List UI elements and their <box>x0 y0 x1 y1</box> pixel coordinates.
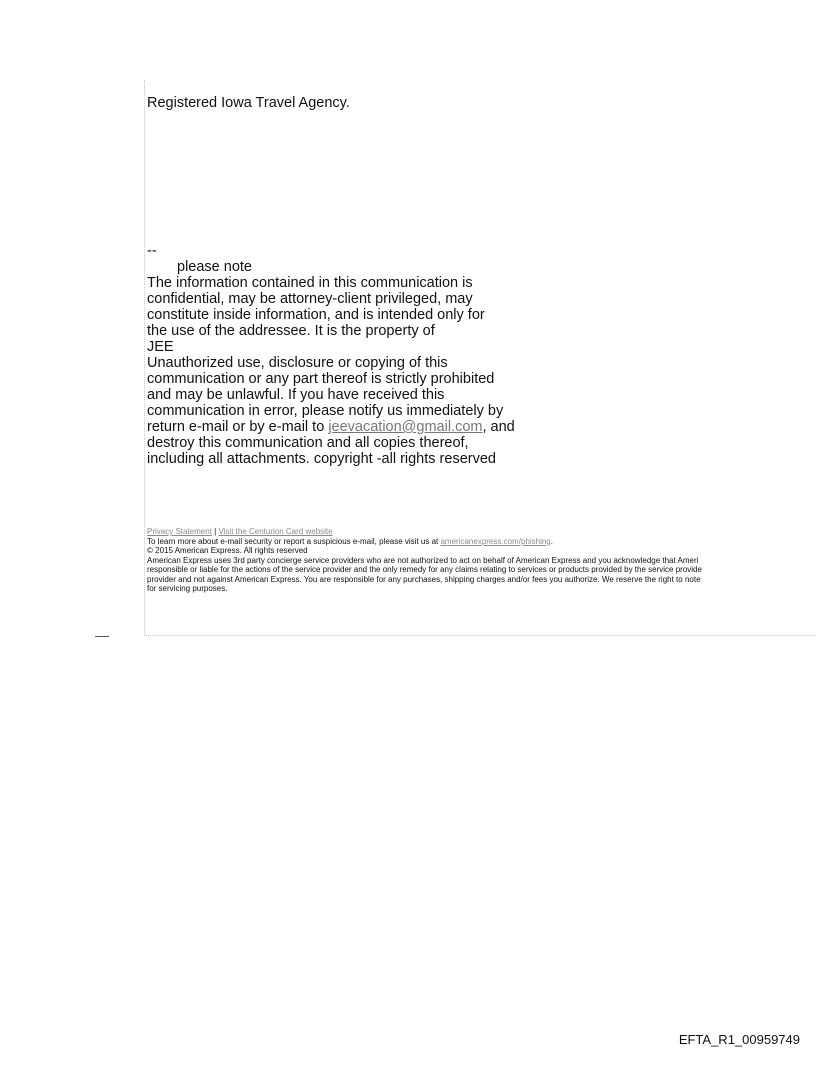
disclaimer-line: Unauthorized use, disclosure or copying of this <box>147 355 448 371</box>
divider-rule <box>95 636 109 637</box>
disclaimer-line: JEE <box>147 339 174 355</box>
disclaimer-line: The information contained in this communication is <box>147 275 473 291</box>
concierge-disclaimer-line: for servicing purposes. <box>147 584 228 593</box>
centurion-website-link[interactable]: Visit the Centurion Card website <box>218 527 333 536</box>
disclaimer-line: confidential, may be attorney-client privileged, may <box>147 291 473 307</box>
footer-links-row <box>147 527 702 537</box>
disclaimer-line: communication in error, please notify us immediately by <box>147 403 504 419</box>
footer-link-divider: | <box>211 527 219 536</box>
return-suffix: , and <box>482 419 515 435</box>
security-notice-text: To learn more about e-mail security or report a suspicious e-mail, please visit us at <box>147 536 441 546</box>
privacy-statement-link[interactable]: Privacy Statement <box>147 527 212 536</box>
signature-separator: -- <box>147 243 157 259</box>
concierge-disclaimer-line: responsible or liable for the actions of the service provider and the only remedy for any claims relating to services or products provided by the service provide <box>147 565 702 574</box>
security-notice <box>147 537 702 547</box>
disclaimer-line: including all attachments. copyright -all rights reserved <box>147 451 496 467</box>
concierge-disclaimer-line: provider and not against American Express. You are responsible for any purchases, shipping charges and/or fees you authorize. We reserve the right to note <box>147 574 701 584</box>
contact-email-link[interactable]: jeevacation@gmail.com <box>328 419 483 435</box>
bates-number: EFTA_R1_00959749 <box>678 1032 800 1047</box>
disclaimer-line: destroy this communication and all copies thereof, <box>147 435 469 451</box>
disclaimer-line: communication or any part thereof is strictly prohibited <box>147 371 495 387</box>
confidentiality-disclaimer <box>147 243 515 467</box>
security-notice-end: . <box>550 536 553 546</box>
return-prefix: return e-mail or by e-mail to <box>147 419 329 435</box>
disclaimer-line: and may be unlawful. If you have received this <box>147 387 445 403</box>
concierge-disclaimer-line: American Express uses 3rd party concierge service providers who are not authorized to act on behalf of American Express and you acknowledge that Ameri <box>147 555 699 565</box>
phishing-link[interactable]: americanexpress.com/phishing <box>440 536 551 546</box>
disclaimer-return-line <box>147 419 515 435</box>
disclaimer-line: the use of the addressee. It is the property of <box>147 323 435 339</box>
note-heading: please note <box>177 259 252 275</box>
agency-registration-line: Registered Iowa Travel Agency. <box>147 95 350 111</box>
copyright-line: © 2015 American Express. All rights reserved <box>147 546 308 555</box>
amex-footer <box>147 527 702 594</box>
disclaimer-line: constitute inside information, and is intended only for <box>147 307 485 323</box>
